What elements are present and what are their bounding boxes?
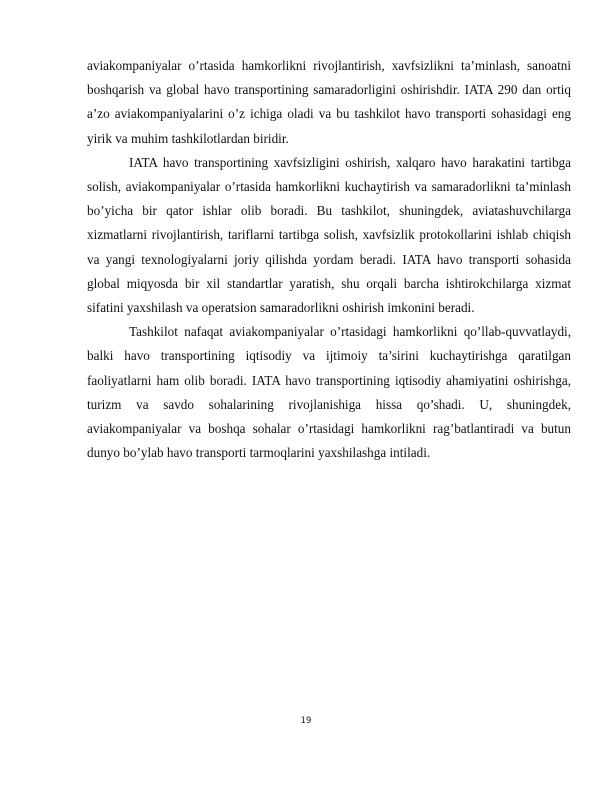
paragraph-iata-role: IATA havo transportining xavfsizligini oshirish, xalqaro havo harakatini tartibga solish, aviakompaniyalar o’rtasida hamkorlikni kuchaytirish va samaradorlikni ta’minlash bo’yicha bir qator ishlar olib boradi. Bu tashkilot, shuningdek, aviatashuvchilarga xizmatlarni rivojlantirish, tariflarni tartibga solish, xavfsizlik protokollarini ishlab chiqish va yangi texnologiyalarni joriy qilishda yordam beradi. IATA havo transporti sohasida global miqyosda bir xil standartlar yaratish, shu orqali barcha ishtirokchilarga xizmat sifatini yaxshilash va operatsion samaradorlikni oshirish imkonini beradi. xyxy=(87,154,571,316)
paragraph-iata-economic-impact: Tashkilot nafaqat aviakompaniyalar o’rtasidagi hamkorlikni qo’llab-quvvatlaydi, balki havo transportining iqtisodiy va ijtimoiy ta’sirini kuchaytirishga qaratilgan faoliyatlarni ham olib boradi. IATA havo transportining iqtisodiy ahamiyatini oshirishga, turizm va savdo sohalarining rivojlanishiga hissa qo’shadi. U, shuningdek, aviakompaniyalar va boshqa sohalar o’rtasidagi hamkorlikni rag’batlantiradi va butun dunyo bo’ylab havo transporti tarmoqlarini yaxshilashga intiladi. xyxy=(87,324,571,461)
body-text xyxy=(87,54,571,465)
page-number: 19 xyxy=(300,716,312,726)
paragraph-continuation: aviakompaniyalar o’rtasida hamkorlikni rivojlantirish, xavfsizlikni ta’minlash, sanoatni boshqarish va global havo transportining samaradorligini oshirishdir. IATA 290 dan ortiq a’zo aviakompaniyalarini o’z ichiga oladi va bu tashkilot havo transporti sohasidagi eng yirik va muhim tashkilotlardan biridir. xyxy=(87,58,571,146)
